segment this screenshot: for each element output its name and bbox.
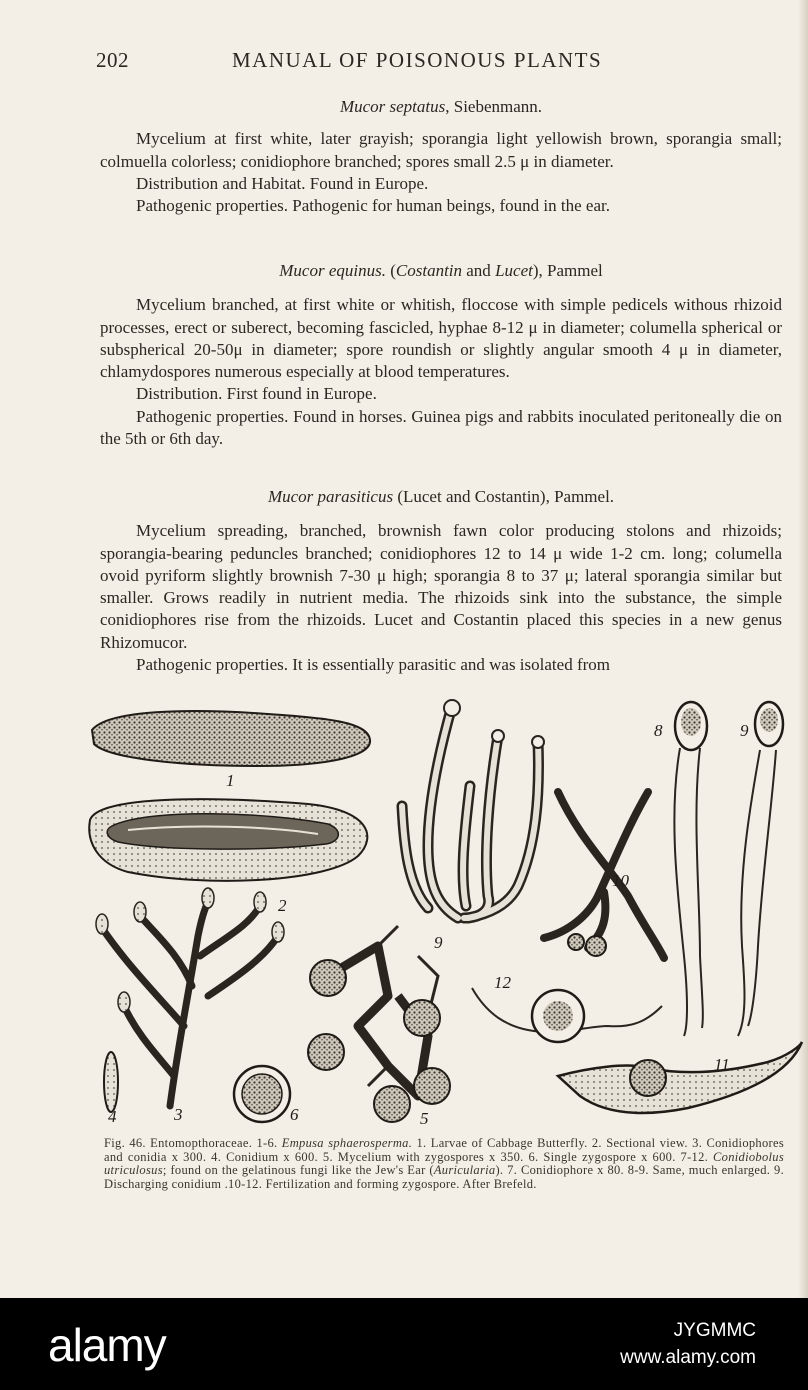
running-title: MANUAL OF POISONOUS PLANTS xyxy=(232,48,603,72)
species-author: ), Pammel xyxy=(532,261,603,280)
pathogenic-paragraph: Pathogenic properties. It is essentially parasitic and was isolated from xyxy=(136,655,610,675)
single-conidium-drawing xyxy=(104,1052,118,1112)
figure-label-2: 2 xyxy=(278,896,287,915)
caption-species: Empusa sphaerosperma. xyxy=(281,1136,413,1150)
caption-text: 1. Larvae of Cabbage Butterfly. 2. Sectional view. 3. Conidiophores and conidia x 300. 4. Conidium x 600. 5. Mycelium with zygospores x 350. 6. Single zygospore x 600. 7-12. xyxy=(104,1136,784,1164)
figure-label-10: 10 xyxy=(612,871,629,890)
image-id: JYGMMC xyxy=(673,1320,756,1341)
author-name: Lucet xyxy=(495,261,533,280)
section-mucor-parasiticus xyxy=(100,486,782,676)
species-author: (Lucet and Costantin), Pammel. xyxy=(393,487,615,506)
species-heading xyxy=(100,486,782,508)
pathogenic-paragraph: Pathogenic properties. Found in horses. Guinea pigs and rabbits inoculated peritoneally die on the 5th or 6th day. xyxy=(100,406,782,449)
conidiophore-tip xyxy=(444,700,460,716)
pathogenic-line: Pathogenic properties. Pathogenic for human beings, found in the ear. xyxy=(136,196,610,216)
caption-species: Conidiobolus utriculosus xyxy=(104,1149,784,1178)
caption-text: Fig. 46. Entomopthoraceae. 1-6. xyxy=(104,1136,282,1150)
figure-illustration xyxy=(88,696,804,1132)
species-heading xyxy=(100,96,782,118)
zygospore-drawing xyxy=(234,1066,290,1122)
description-paragraph: Mycelium branched, at first white or whitish, floccose with simple pedicels withous rhizoid processes, erect or suberect, becoming fascicled, hyphae 8-12 μ in diameter; columella spherical or subspherical 20-50μ in diameter; spore roundish or slightly angular smooth 4 μ in diameter, chlamydospores numerous especially at blood temperatures. xyxy=(100,295,782,382)
figure-label-7: 9 xyxy=(434,933,443,952)
caption-text: ). 7. Conidiophore x 80. 8-9. Same, much enlarged. 9. Discharging conidium .10-12. Fertilization and forming zygospore. After Brefeld. xyxy=(104,1163,784,1192)
forming-zygospore-drawing xyxy=(558,1042,802,1113)
figure-label-11: 11 xyxy=(714,1055,730,1074)
conidiophore-tip xyxy=(492,730,504,742)
heading-paren: ( xyxy=(385,261,396,280)
species-name: Mucor septatus xyxy=(339,97,446,116)
hyphae-swelling xyxy=(586,936,606,956)
figure-label-1: 1 xyxy=(226,771,235,790)
figure-label-4: 4 xyxy=(108,1107,117,1126)
species-name: Mucor equinus. xyxy=(279,261,386,280)
figure-label-8: 8 xyxy=(654,721,663,740)
species-name: Mucor parasiticus xyxy=(267,487,394,506)
figure-label-12: 12 xyxy=(494,973,511,992)
conidium-head-drawing xyxy=(675,702,783,750)
fertilization-drawing xyxy=(472,988,662,1042)
larva-section-drawing xyxy=(89,799,367,881)
figure-label-3: 3 xyxy=(174,1105,183,1124)
author-name: Costantin xyxy=(395,261,463,280)
hyphae-swelling xyxy=(568,934,584,950)
watermark-url: www.alamy.com xyxy=(620,1347,756,1368)
figure-label-5: 5 xyxy=(420,1109,429,1128)
species-heading xyxy=(100,260,782,282)
long-conidiophore-drawing xyxy=(674,748,776,1036)
page-header xyxy=(96,48,696,78)
larva-drawing xyxy=(92,711,370,766)
figure-caption xyxy=(104,1137,784,1192)
figure-label-9: 9 xyxy=(740,721,749,740)
description-paragraph: Mycelium spreading, branched, brownish fawn color producing stolons and rhizoids; sporangia-bearing peduncles branched; conidiophores 12 to 14 μ wide 1-2 cm. long; columella ovoid pyriform slightly brownish 7-30 μ high; sporangia 8 to 37 μ; lateral sporangia similar but smaller. Grows readily in nutrient media. The rhizoids sink into the substance, the simple conidiophores rise from the rhizoids. Lucet and Costantin placed this species in a new genus Rhizomucor. xyxy=(100,521,782,652)
caption-genus: Auricularia xyxy=(433,1163,496,1178)
section-mucor-septatus xyxy=(100,96,782,217)
heading-and: and xyxy=(462,261,496,280)
distribution-line: Distribution and Habitat. Found in Europe. xyxy=(136,173,429,193)
figure-label-6: 6 xyxy=(290,1105,299,1124)
hyphae-drawing xyxy=(544,792,664,958)
section-mucor-equinus xyxy=(100,260,782,450)
species-author: , Siebenmann. xyxy=(445,97,543,116)
caption-text: ; found on the gelatinous fungi like the Jew's Ear ( xyxy=(162,1163,434,1178)
page-number: 202 xyxy=(96,48,129,72)
alamy-logo: alamy xyxy=(48,1319,166,1371)
description-paragraph: Mycelium at first white, later grayish; sporangia light yellowish brown, sporangia small; colmuella colorless; conidiophore branched; spores small 2.5 μ in diameter. xyxy=(100,129,782,171)
fungi-drawing xyxy=(88,696,804,1132)
distribution-line: Distribution. First found in Europe. xyxy=(136,384,377,404)
conidiophore-tip xyxy=(532,736,544,748)
mycelium-zygospores-drawing xyxy=(308,926,450,1122)
